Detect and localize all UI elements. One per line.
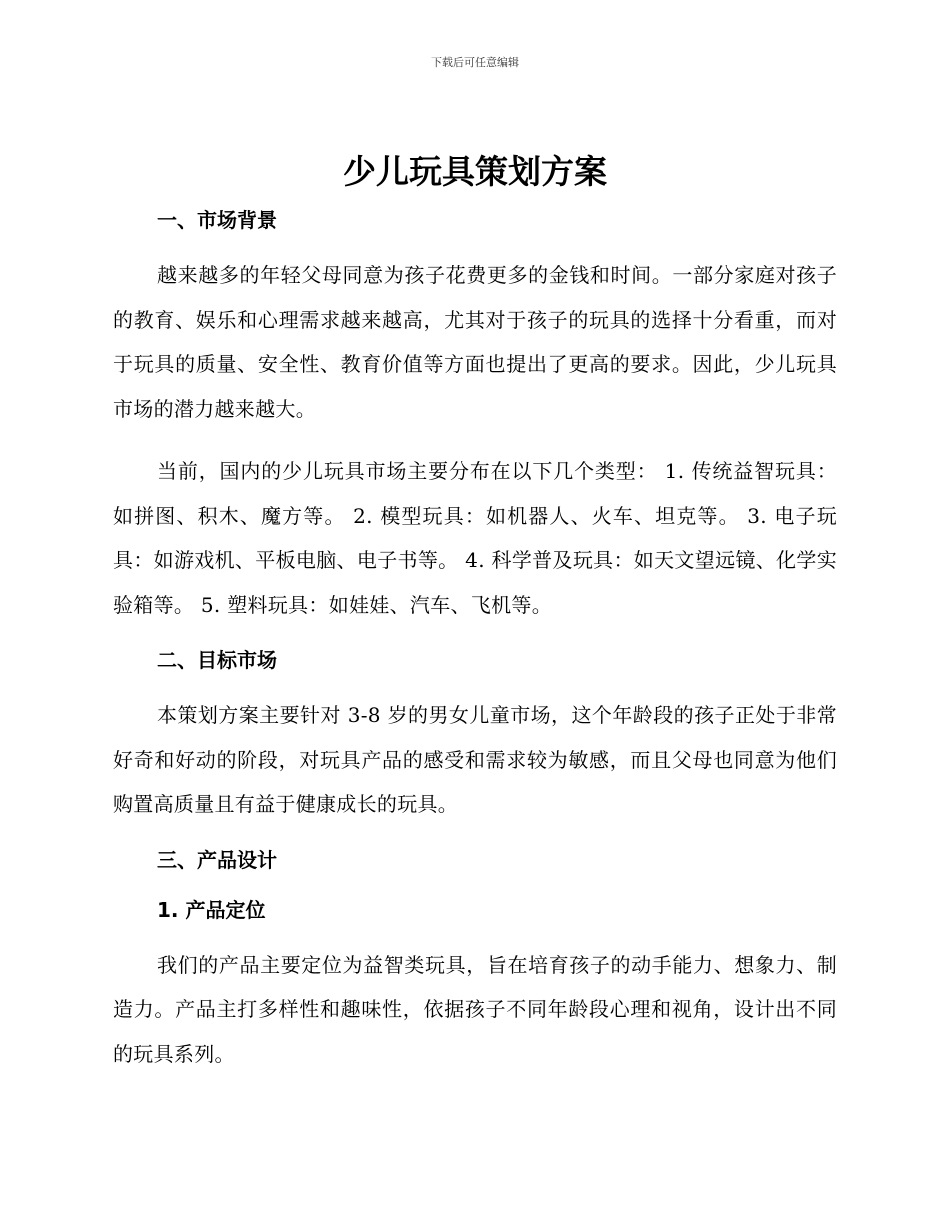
document-body (113, 205, 837, 1076)
paragraph-target-market-1: 本策划方案主要针对 3-8 岁的男女儿童市场，这个年龄段的孩子正处于非常好奇和好动的阶段，对玩具产品的感受和需求较为敏感，而且父母也同意为他们购置高质量且有益于健康成长的玩具。 (113, 703, 837, 816)
paragraph-market-background-2: 当前，国内的少儿玩具市场主要分布在以下几个类型： 1. 传统益智玩具：如拼图、积木、魔方等。 2. 模型玩具：如机器人、火车、坦克等。 3. 电子玩具：如游戏机、平板电脑、电子书等。 4. 科学普及玩具：如天文望远镜、化学实验箱等。 5. 塑料玩具：如娃娃、汽车、飞机等。 (113, 459, 837, 617)
paragraph-market-background-1: 越来越多的年轻父母同意为孩子花费更多的金钱和时间。一部分家庭对孩子的教育、娱乐和心理需求越来越高，尤其对于孩子的玩具的选择十分看重，而对于玩具的质量、安全性、教育价值等方面也提出了更高的要求。因此，少儿玩具市场的潜力越来越大。 (113, 263, 837, 421)
paragraph-product-positioning-1: 我们的产品主要定位为益智类玩具，旨在培育孩子的动手能力、想象力、制造力。产品主打多样性和趣味性，依据孩子不同年龄段心理和视角，设计出不同的玩具系列。 (113, 952, 837, 1066)
document-title: 少儿玩具策划方案 (343, 152, 607, 191)
section-heading-market-background: 一、市场背景 (157, 208, 277, 232)
section-heading-target-market: 二、目标市场 (157, 648, 277, 672)
subsection-heading-product-positioning: 1. 产品定位 (157, 897, 266, 922)
section-heading-product-design: 三、产品设计 (157, 847, 277, 872)
header-note: 下载后可任意编辑 (431, 56, 519, 69)
